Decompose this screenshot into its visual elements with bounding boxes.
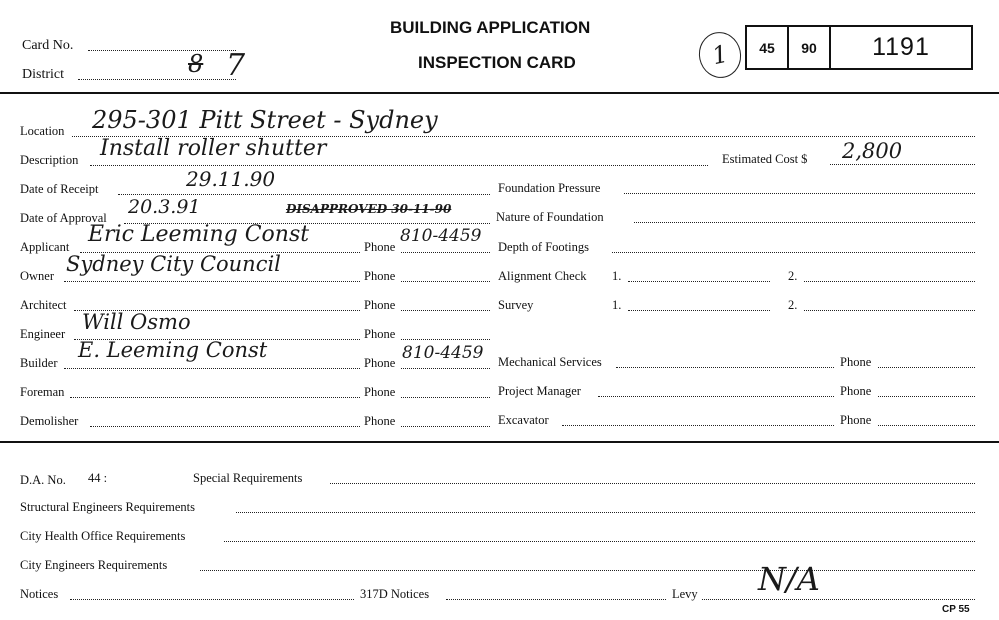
project-manager-phone-field[interactable]	[878, 387, 975, 397]
architect-phone-field[interactable]	[401, 301, 490, 311]
date-receipt-label: Date of Receipt	[20, 182, 99, 196]
builder-label: Builder	[20, 356, 58, 370]
health-requirements-field[interactable]	[224, 532, 975, 542]
date-approval-label: Date of Approval	[20, 211, 107, 225]
district-struck-value: 8	[188, 50, 204, 78]
mechanical-phone-label: Phone	[840, 355, 872, 369]
notices-label: Notices	[20, 587, 59, 601]
engineer-label: Engineer	[20, 327, 66, 341]
applicant-phone-label: Phone	[364, 240, 396, 254]
survey-num-2: 2.	[788, 298, 798, 312]
middle-divider	[0, 441, 999, 443]
notices-317d-field[interactable]	[446, 590, 666, 600]
project-manager-label: Project Manager	[498, 384, 581, 398]
alignment-check-label: Alignment Check	[498, 269, 587, 283]
district-label: District	[22, 67, 64, 82]
structural-requirements-label: Structural Engineers Requirements	[20, 500, 195, 514]
architect-phone-label: Phone	[364, 298, 396, 312]
nature-foundation-label: Nature of Foundation	[496, 210, 604, 224]
card-no-label: Card No.	[22, 38, 74, 53]
engineer-phone-field[interactable]	[401, 330, 490, 340]
location-label: Location	[20, 124, 65, 138]
demolisher-field[interactable]	[90, 417, 360, 427]
date-approval-value: 20.3.91	[128, 196, 201, 218]
levy-value: N/A	[758, 560, 820, 598]
mechanical-phone-field[interactable]	[878, 358, 975, 368]
estimated-cost-value: 2,800	[842, 139, 903, 163]
city-engineers-field[interactable]	[200, 561, 975, 571]
title-line-1: BUILDING APPLICATION	[390, 18, 591, 37]
district-field[interactable]	[78, 70, 236, 80]
code-3-text: 1191	[872, 33, 930, 61]
engineer-phone-label: Phone	[364, 327, 396, 341]
excavator-phone-label: Phone	[840, 413, 872, 427]
location-value: 295-301 Pitt Street - Sydney	[92, 106, 438, 134]
architect-label: Architect	[20, 298, 67, 312]
alignment-num-1: 1.	[612, 269, 622, 283]
engineer-value: Will Osmo	[82, 310, 191, 334]
demolisher-phone-field[interactable]	[401, 417, 490, 427]
structural-requirements-field[interactable]	[236, 503, 975, 513]
circled-number-text: 1	[709, 39, 731, 71]
form-code: CP 55	[942, 604, 970, 615]
applicant-value: Eric Leeming Const	[88, 222, 310, 247]
estimated-cost-label: Estimated Cost $	[722, 152, 808, 166]
da-no-value: 44 :	[88, 471, 108, 485]
owner-label: Owner	[20, 269, 55, 283]
health-requirements-label: City Health Office Requirements	[20, 529, 186, 543]
alignment-field-2[interactable]	[804, 272, 975, 282]
builder-value: E. Leeming Const	[78, 338, 268, 362]
owner-phone-field[interactable]	[401, 272, 490, 282]
foundation-pressure-field[interactable]	[624, 184, 975, 194]
project-manager-field[interactable]	[598, 387, 834, 397]
code-2-text: 90	[801, 39, 817, 56]
demolisher-phone-label: Phone	[364, 414, 396, 428]
description-label: Description	[20, 153, 79, 167]
code-cell-3	[831, 27, 971, 68]
excavator-field[interactable]	[562, 416, 834, 426]
foreman-phone-field[interactable]	[401, 388, 490, 398]
date-receipt-value: 29.11.90	[186, 167, 276, 191]
date-receipt-field[interactable]	[118, 185, 490, 195]
survey-label: Survey	[498, 298, 534, 312]
alignment-field-1[interactable]	[628, 272, 770, 282]
district-value: 7	[226, 48, 246, 83]
special-requirements-field[interactable]	[330, 474, 975, 484]
depth-footings-field[interactable]	[612, 243, 975, 253]
mechanical-label: Mechanical Services	[498, 355, 602, 369]
builder-phone-value: 810-4459	[402, 343, 484, 363]
notices-317d-label: 317D Notices	[360, 587, 430, 601]
levy-label: Levy	[672, 587, 698, 601]
card-code-box	[745, 25, 973, 70]
disapproved-value: DISAPPROVED 30-11-90	[286, 202, 452, 216]
excavator-phone-field[interactable]	[878, 416, 975, 426]
owner-phone-label: Phone	[364, 269, 396, 283]
circled-number	[695, 28, 746, 82]
project-manager-phone-label: Phone	[840, 384, 872, 398]
builder-phone-label: Phone	[364, 356, 396, 370]
nature-foundation-field[interactable]	[634, 213, 975, 223]
owner-value: Sydney City Council	[66, 252, 281, 276]
alignment-num-2: 2.	[788, 269, 798, 283]
title-line-2: INSPECTION CARD	[418, 53, 576, 72]
code-cell-2	[789, 27, 831, 68]
description-value: Install roller shutter	[100, 136, 327, 161]
da-no-label: D.A. No.	[20, 473, 66, 487]
top-divider	[0, 92, 999, 94]
survey-field-2[interactable]	[804, 301, 975, 311]
foreman-field[interactable]	[70, 388, 360, 398]
demolisher-label: Demolisher	[20, 414, 79, 428]
depth-footings-label: Depth of Footings	[498, 240, 589, 254]
foreman-phone-label: Phone	[364, 385, 396, 399]
code-1-text: 45	[759, 39, 775, 56]
card-no-field[interactable]	[88, 41, 236, 51]
survey-num-1: 1.	[612, 298, 622, 312]
special-requirements-label: Special Requirements	[193, 471, 303, 485]
foundation-pressure-label: Foundation Pressure	[498, 181, 601, 195]
levy-field[interactable]	[702, 590, 975, 600]
applicant-phone-value: 810-4459	[400, 226, 482, 246]
excavator-label: Excavator	[498, 413, 549, 427]
code-cell-1	[747, 27, 789, 68]
notices-field[interactable]	[70, 590, 354, 600]
applicant-label: Applicant	[20, 240, 70, 254]
mechanical-field[interactable]	[616, 358, 834, 368]
city-engineers-label: City Engineers Requirements	[20, 558, 168, 572]
foreman-label: Foreman	[20, 385, 65, 399]
survey-field-1[interactable]	[628, 301, 770, 311]
